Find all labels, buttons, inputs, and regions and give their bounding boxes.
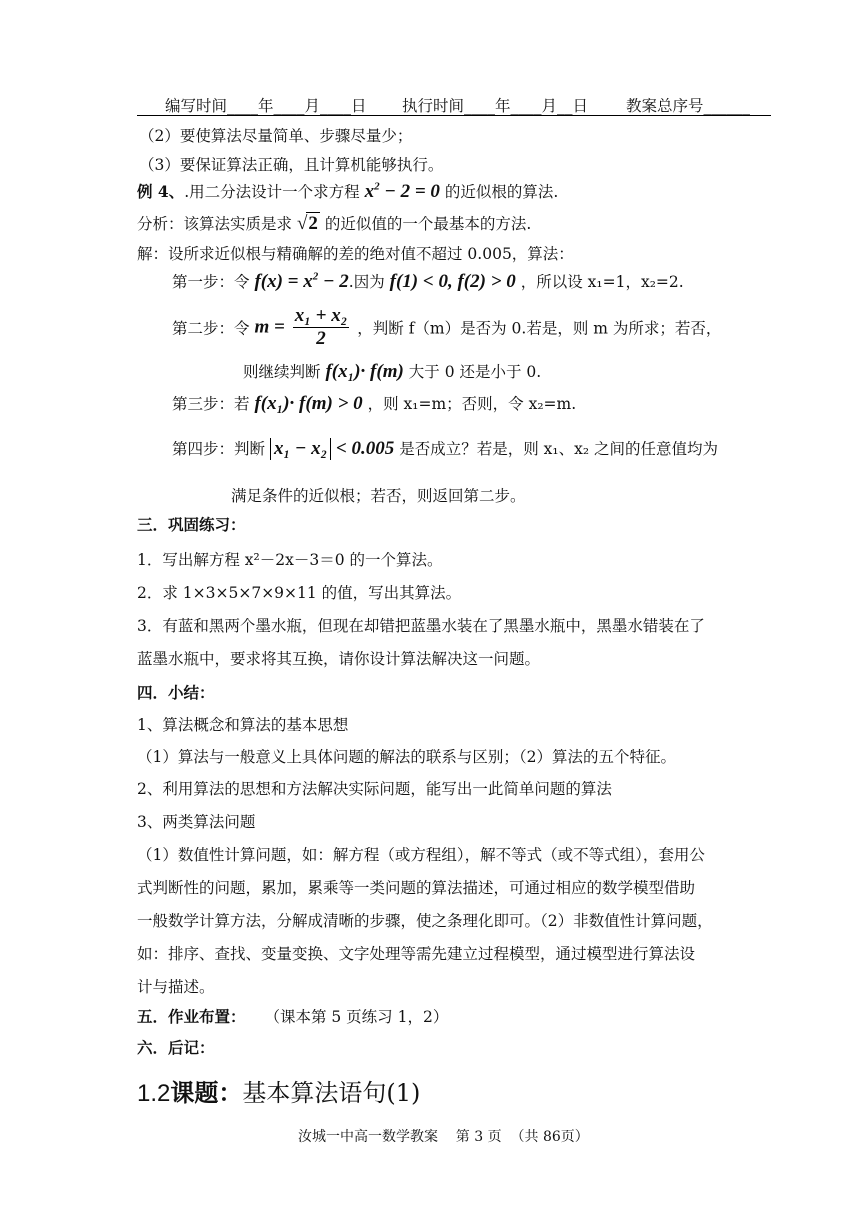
product-positive: f(x₁)· f(m) > 0 [254,393,363,414]
header-exec-time: 执行时间____年____月__日 [402,97,589,115]
section-5 [137,1005,448,1027]
step-1: 第一步：令 $f(x) = x^2 - 2$.因为 f(1) < 0, f(2) > 0 ，所以设 x₁=1，x₂=2. [172,270,684,292]
step-2-continued: 则继续判断 f(x₁)· f(m) 大于 0 还是小于 0. [243,361,542,382]
line-p3: （3）要保证算法正确，且计算机能够执行。 [139,156,444,174]
summary-3c: 一般数学计算方法，分解成清晰的步骤，使之条理化即可。（2）非数值性计算问题， [137,912,713,930]
sqrt-expression: √2 [296,213,318,234]
summary-3a: （1）数值性计算问题，如：解方程（或方程组），解不等式（或不等式组），套用公 [137,846,705,864]
section-4-title: 四．小结： [137,683,215,702]
header-serial: 教案总序号______ [626,97,751,115]
solution-line: 解：设所求近似根与精确解的差的绝对值不超过 0.005，算法： [137,245,574,263]
step-2: 第二步：令 m = $\frac{\text{x₁ + x₂}}{2}$ ，判断 f（m）是否为 0.若是，则 m 为所求；若否， [172,305,722,349]
header-rule [137,115,771,116]
equation: $x^2 - 2 = 0$ [364,180,440,202]
section-3-title: 三．巩固练习： [137,515,246,534]
summary-1: 1、算法概念和算法的基本思想 [137,716,349,734]
summary-3e: 计与描述。 [137,978,215,996]
step-3: 第三步：若 f(x₁)· f(m) > 0 ，则 x₁=m；否则，令 x₂=m. [172,393,577,414]
section-6-title: 六．后记： [137,1038,215,1057]
example-4-label: 例 4、 [137,182,185,201]
header-write-time: 编写时间____年____月____日 [165,97,367,115]
exercise-3a: 3．有蓝和黑两个墨水瓶，但现在却错把蓝墨水装在了黑墨水瓶中，黑墨水错装在了 [137,617,705,635]
page-footer: 汝城一中高一数学教案 第 3 页 （共 86页） [298,1129,589,1145]
homework-text: （课本第 5 页练习 1，2） [264,1008,449,1026]
f-definition: $f(x) = x^2 - 2$ [254,270,349,292]
exercise-2: 2．求 1×3×5×7×9×11 的值，写出其算法。 [137,584,462,602]
product-expression: f(x₁)· f(m) [325,361,404,382]
summary-3b: 式判断性的问题，累加，累乘等一类问题的算法描述，可通过相应的数学模型借助 [137,879,696,897]
midpoint-fraction: $\frac{\text{x₁ + x₂}}{2}$ [294,305,348,349]
exercise-1: 1．写出解方程 x²－2x－3＝0 的一个算法。 [137,551,443,569]
summary-3: 3、两类算法问题 [137,813,256,831]
f-conditions: f(1) < 0, f(2) > 0 [389,271,516,292]
abs-difference: x₁ − x₂ < 0.005 [270,438,394,459]
next-lesson-title: 1.2课题：基本算法语句(1) [137,1079,421,1107]
section-5-title: 五．作业布置： [137,1007,246,1026]
summary-1a: （1）算法与一般意义上具体问题的解法的联系与区别；（2）算法的五个特征。 [137,748,676,766]
summary-3d: 如：排序、查找、变量变换、文字处理等需先建立过程模型，通过模型进行算法设 [137,945,696,963]
line-p2: （2）要使算法尽量简单、步骤尽量少； [139,127,413,145]
example-4-line: 例 4、.用二分法设计一个求方程 $x^2 - 2 = 0$ 的近似根的算法. [137,180,559,202]
step-4-continued: 满足条件的近似根；若否，则返回第二步。 [231,487,526,505]
step-4: 第四步：判断 x₁ − x₂ < 0.005 是否成立？若是，则 x₁、x₂ 之间的任意值均为 [172,438,718,459]
summary-2: 2、利用算法的思想和方法解决实际问题，能写出一此简单问题的算法 [137,780,612,798]
analysis-line: 分析：该算法实质是求 √2 的近似值的一个最基本的方法. [137,213,532,234]
exercise-3b: 蓝墨水瓶中，要求将其互换，请你设计算法解决这一问题。 [137,650,541,668]
